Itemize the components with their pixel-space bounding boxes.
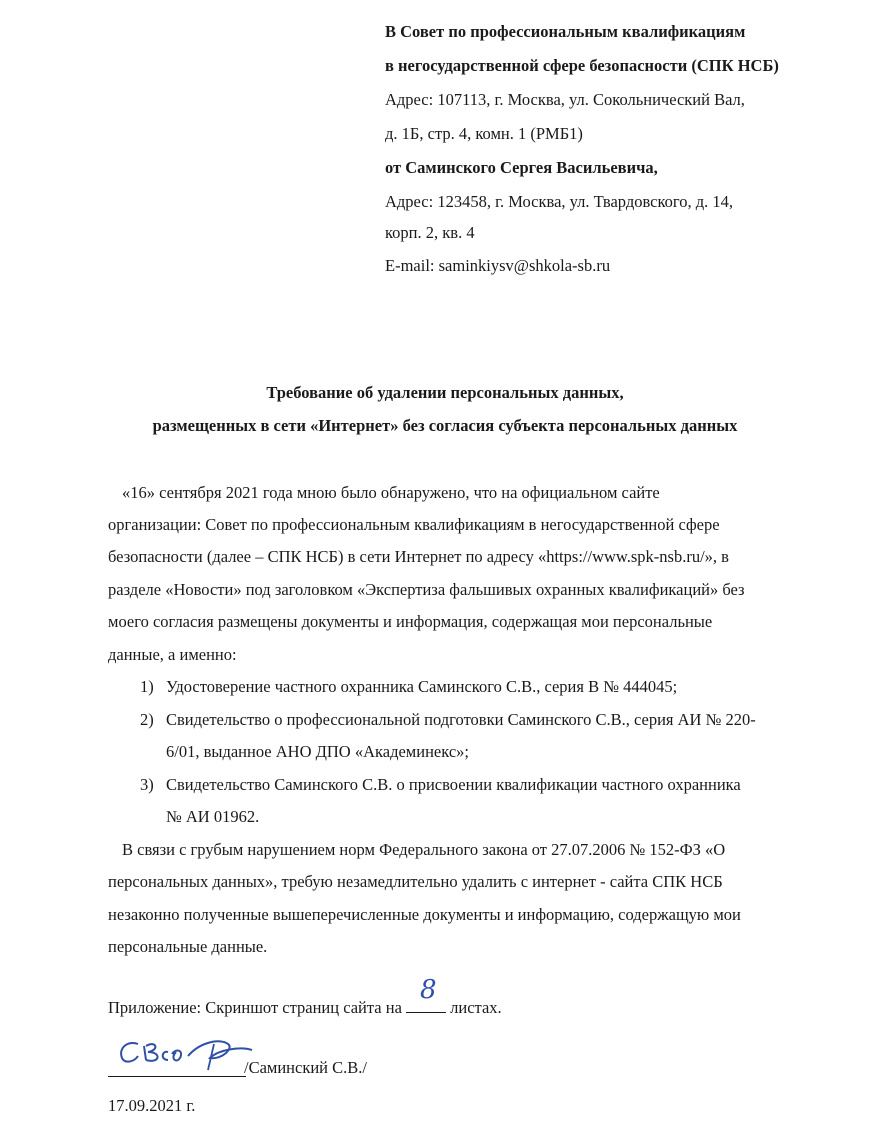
paragraph-1-line: разделе «Новости» под заголовком «Экспертиза фальшивых охранных квалификаций» без	[108, 580, 745, 599]
paragraph-2-line: незаконно полученные вышеперечисленные документы и информацию, содержащую мои	[108, 905, 741, 924]
sender-address-line-1: Адрес: 123458, г. Москва, ул. Твардовского, д. 14,	[385, 192, 734, 211]
list-item-text: Удостоверение частного охранника Саминского С.В., серия В № 444045;	[166, 677, 678, 696]
addressee-address-line-1: Адрес: 107113, г. Москва, ул. Сокольнический Вал,	[385, 90, 745, 109]
paragraph-1-line: безопасности (далее – СПК НСБ) в сети Интернет по адресу «https://www.spk-nsb.ru/», в	[108, 547, 729, 566]
list-item-text: № АИ 01962.	[166, 807, 260, 826]
paragraph-1-line: организации: Совет по профессиональным квалификациям в негосударственной сфере	[108, 515, 720, 534]
attachment-suffix: листах.	[450, 998, 502, 1017]
sender-name: от Саминского Сергея Васильевича,	[385, 158, 658, 177]
sender-email: E-mail: saminkiysv@shkola-sb.ru	[385, 256, 611, 275]
attachment-prefix: Приложение: Скриншот страниц сайта на	[108, 998, 402, 1017]
addressee-address-line-2: д. 1Б, стр. 4, комн. 1 (РМБ1)	[385, 124, 583, 143]
list-item-number: 3)	[140, 775, 154, 794]
attachment-line	[108, 975, 502, 1018]
paragraph-2-line: В связи с грубым нарушением норм Федерального закона от 27.07.2006 № 152-ФЗ «О	[122, 840, 726, 859]
paragraph-2-line: персональных данных», требую незамедлительно удалить с интернет - сайта СПК НСБ	[108, 872, 723, 891]
paragraph-2-line: персональные данные.	[108, 937, 268, 956]
list-item-number: 2)	[140, 710, 154, 729]
sender-address-line-2: корп. 2, кв. 4	[385, 223, 475, 242]
list-item-text: Свидетельство Саминского С.В. о присвоении квалификации частного охранника	[166, 775, 741, 794]
addressee-line-2: в негосударственной сфере безопасности (СПК НСБ)	[385, 56, 779, 75]
document-title-line-1: Требование об удалении персональных данных,	[266, 383, 624, 402]
addressee-line-1: В Совет по профессиональным квалификациям	[385, 22, 746, 41]
list-item-number: 1)	[140, 677, 154, 696]
paragraph-1-line: моего согласия размещены документы и информация, содержащая мои персональные	[108, 612, 713, 631]
list-item-text: 6/01, выданное АНО ДПО «Академинекс»;	[166, 742, 469, 761]
sheets-count-handwritten: 8	[420, 975, 437, 1005]
signature-scribble	[110, 1030, 260, 1080]
list-item-text: Свидетельство о профессиональной подготовки Саминского С.В., серия АИ № 220-	[166, 710, 756, 729]
paragraph-1-line: данные, а именно:	[108, 645, 237, 664]
document-date: 17.09.2021 г.	[108, 1096, 196, 1115]
paragraph-1-line: «16» сентября 2021 года мною было обнаружено, что на официальном сайте	[122, 483, 660, 502]
sheets-blank	[406, 975, 446, 1013]
signature-underline	[108, 1076, 246, 1077]
document-title-line-2: размещенных в сети «Интернет» без согласия субъекта персональных данных	[152, 416, 738, 435]
signatory-name: /Саминский С.В./	[244, 1058, 367, 1077]
